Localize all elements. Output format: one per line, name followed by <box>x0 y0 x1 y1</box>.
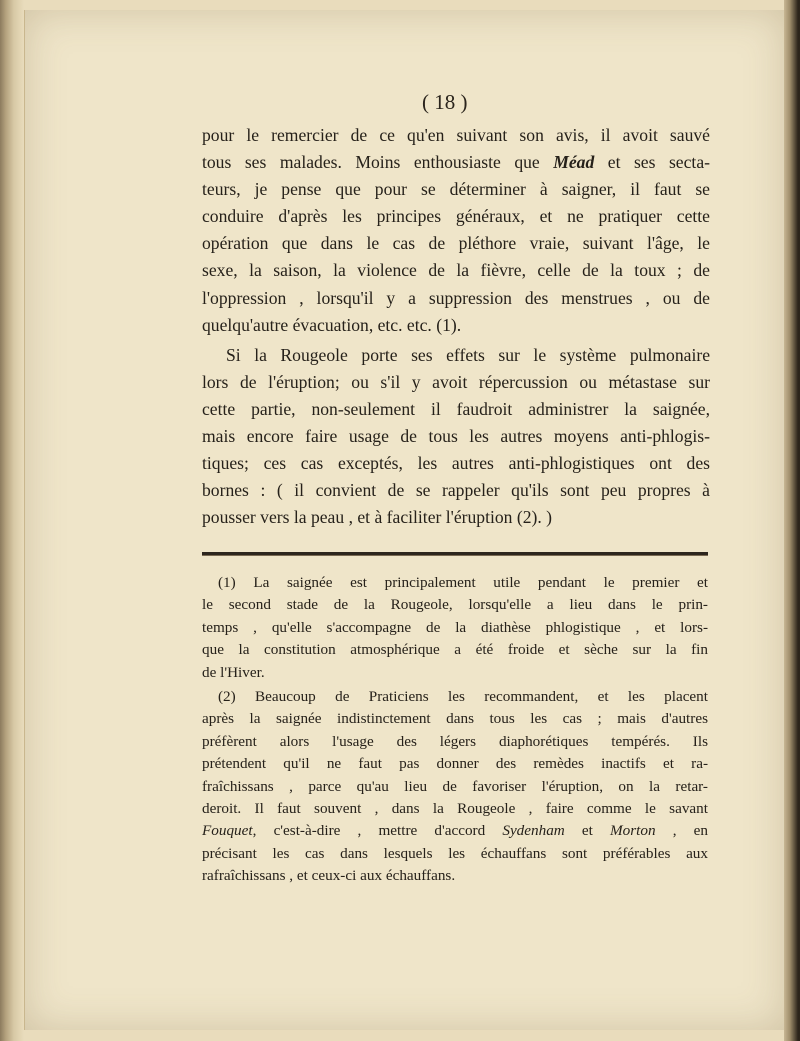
footnote-line: fraîchissans , parce qu'au lieu de favoriser l'éruption, on la retar- <box>202 777 708 795</box>
page-number: ( 18 ) <box>422 90 468 114</box>
text-line: pour le remercier de ce qu'en suivant son avis, il avoit sauvé <box>202 125 710 145</box>
author-name-fouquet: Fouquet <box>202 822 253 840</box>
footnote-line: (2) Beaucoup de Praticiens les recommandent, et les placent <box>218 688 708 706</box>
footnote-line: prétendent qu'il ne faut pas donner des remèdes inactifs et ra- <box>202 755 708 773</box>
paragraph-2 <box>202 342 710 532</box>
text-fragment: et ses secta- <box>594 152 710 173</box>
footnote-line: le second stade de la Rougeole, lorsqu'elle a lieu dans le prin- <box>202 596 708 614</box>
footnote-line: (1) La saignée est principalement utile pendant le premier et <box>218 574 708 591</box>
text-fragment: , c'est-à-dire , mettre d'accord <box>252 822 503 840</box>
footnote-line: deroit. Il faut souvent , dans la Rougeole , faire comme le savant <box>202 800 708 818</box>
text-line: bornes : ( il convient de se rappeler qu'ils sont peu propres à <box>202 480 710 501</box>
author-name-morton: Morton <box>610 822 656 840</box>
footnotes <box>202 572 708 888</box>
text-line: lors de l'éruption; ou s'il y avoit répercussion ou métastase sur <box>202 371 710 392</box>
page-edge <box>784 0 800 1041</box>
main-text <box>202 122 710 531</box>
text-line: tiques; ces cas exceptés, les autres anti-phlogistiques ont des <box>202 453 710 474</box>
footnote-1 <box>202 572 708 684</box>
text-fragment: tous ses malades. Moins enthousiaste que <box>202 152 554 173</box>
paragraph-1 <box>202 122 710 339</box>
text-line: cette partie, non-seulement il faudroit administrer la saignée, <box>202 398 710 419</box>
text-line: quelqu'autre évacuation, etc. etc. (1). <box>202 314 462 335</box>
footnote-separator <box>202 552 708 556</box>
footnote-2 <box>202 686 708 888</box>
footnote-line: après la saignée indistinctement dans tous les cas ; mais d'autres <box>202 710 708 728</box>
text-fragment: , en <box>655 822 708 840</box>
author-name-mead: Méad <box>553 152 595 173</box>
text-line: opération que dans le cas de pléthore vraie, suivant l'âge, le <box>202 233 710 254</box>
text-line: l'oppression , lorsqu'il y a suppression des menstrues , ou de <box>202 287 710 308</box>
footnote-line: temps , qu'elle s'accompagne de la diathèse phlogistique , et lors- <box>202 618 708 636</box>
footnote-line: préfèrent alors l'usage des légers diaphorétiques tempérés. Ils <box>202 732 708 750</box>
author-name-sydenham: Sydenham <box>502 822 565 840</box>
footnote-line: de l'Hiver. <box>202 663 265 681</box>
text-line <box>202 149 710 176</box>
footnote-line: précisant les cas dans lesquels les échauffans sont préférables aux <box>202 844 708 862</box>
text-line: conduire d'après les principes généraux, et ne pratiquer cette <box>202 206 710 227</box>
text-line: pousser vers la peau , et à faciliter l'éruption (2). ) <box>202 507 553 528</box>
text-line: teurs, je pense que pour se déterminer à saigner, il faut se <box>202 179 710 200</box>
text-line: mais encore faire usage de tous les autres moyens anti-phlogis- <box>202 426 710 447</box>
text-line: sexe, la saison, la violence de la fièvre, celle de la toux ; de <box>202 260 710 281</box>
footnote-line: rafraîchissans , et ceux-ci aux échauffans. <box>202 867 456 885</box>
text-fragment: et <box>564 822 611 840</box>
footnote-line: que la constitution atmosphérique a été froide et sèche sur la fin <box>202 641 708 659</box>
footnote-line <box>202 820 708 842</box>
text-line: Si la Rougeole porte ses effets sur le système pulmonaire <box>226 344 710 365</box>
